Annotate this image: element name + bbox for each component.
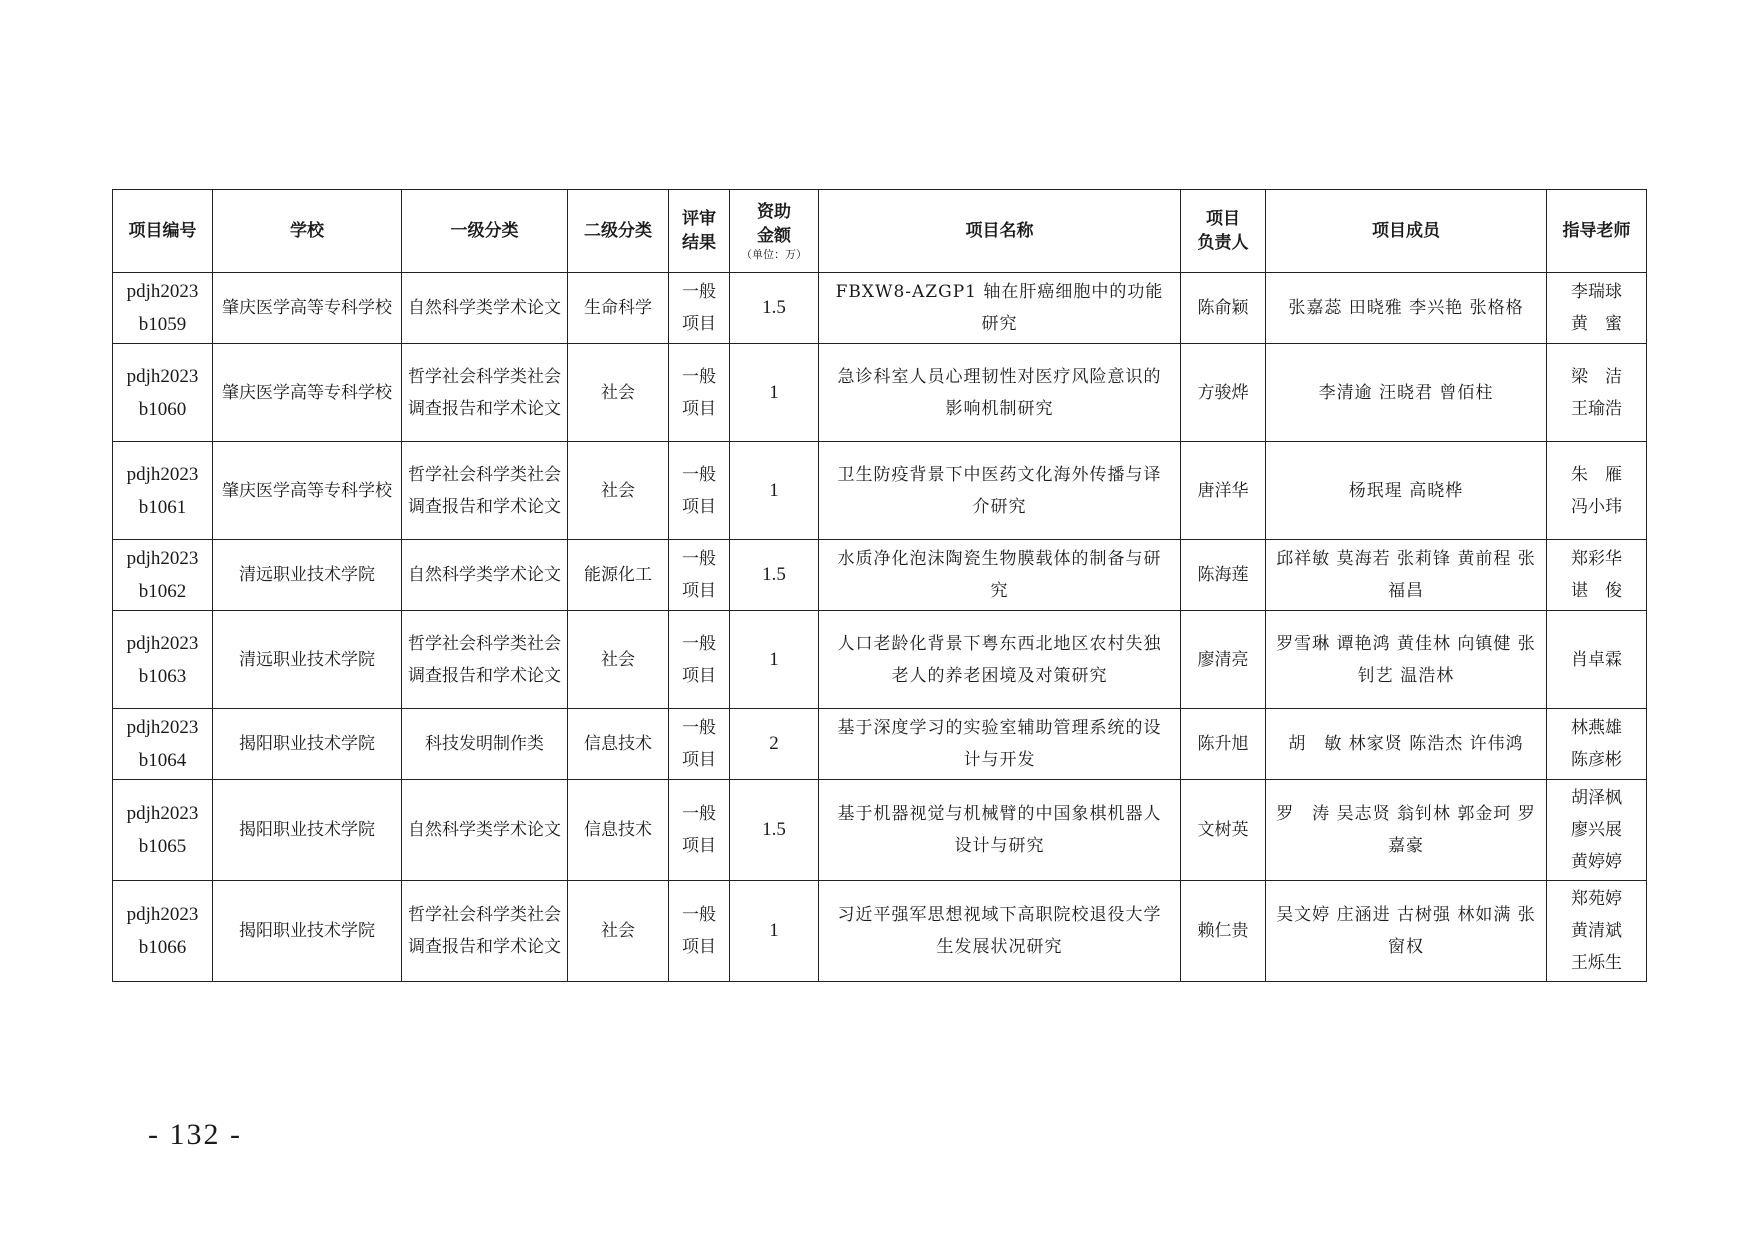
cell-category1: 自然科学类学术论文	[402, 273, 568, 344]
cell-school: 清远职业技术学院	[213, 611, 402, 709]
page-number: - 132 -	[148, 1118, 242, 1151]
cell-category2: 信息技术	[568, 709, 669, 780]
code-part-b: b1064	[138, 750, 187, 771]
code-part-a: pdjh2023	[126, 717, 199, 738]
header-leader-line1: 项目	[1206, 209, 1240, 229]
header-leader-line2: 负责人	[1197, 233, 1249, 253]
cell-amount: 1	[730, 881, 819, 982]
header-result-line2: 结果	[682, 233, 716, 253]
code-part-a: pdjh2023	[126, 548, 199, 569]
table-row	[113, 442, 1647, 540]
cell-project-name: 人口老龄化背景下粤东西北地区农村失独老人的养老困境及对策研究	[819, 611, 1181, 709]
cell-project-name: 习近平强军思想视域下高职院校退役大学生发展状况研究	[819, 881, 1181, 982]
cell-category1: 科技发明制作类	[402, 709, 568, 780]
cell-code	[113, 780, 213, 881]
cell-leader: 赖仁贵	[1181, 881, 1266, 982]
header-amount-line2: 金额	[757, 226, 791, 246]
cell-members: 罗雪琳 谭艳鸿 黄佳林 向镇健 张钊艺 温浩林	[1266, 611, 1547, 709]
advisor-name: 梁 洁	[1571, 366, 1622, 387]
cell-amount: 1.5	[730, 780, 819, 881]
cell-school: 清远职业技术学院	[213, 540, 402, 611]
cell-result: 一般项目	[669, 611, 730, 709]
cell-category2: 社会	[568, 611, 669, 709]
cell-leader: 陈海莲	[1181, 540, 1266, 611]
cell-result: 一般项目	[669, 780, 730, 881]
cell-advisor	[1547, 273, 1647, 344]
cell-members: 罗 涛 吴志贤 翁钊林 郭金珂 罗嘉豪	[1266, 780, 1547, 881]
cell-advisor	[1547, 611, 1647, 709]
cell-project-name: 卫生防疫背景下中医药文化海外传播与译介研究	[819, 442, 1181, 540]
cell-result: 一般项目	[669, 442, 730, 540]
cell-category2: 生命科学	[568, 273, 669, 344]
cell-result: 一般项目	[669, 881, 730, 982]
cell-project-name: FBXW8-AZGP1 轴在肝癌细胞中的功能研究	[819, 273, 1181, 344]
table-row	[113, 344, 1647, 442]
cell-members: 杨珉瑆 高晓桦	[1266, 442, 1547, 540]
header-school: 学校	[213, 190, 402, 273]
cell-members: 吴文婷 庄涵进 古树强 林如满 张窗权	[1266, 881, 1547, 982]
code-part-b: b1065	[138, 836, 187, 857]
cell-advisor	[1547, 344, 1647, 442]
cell-leader: 廖清亮	[1181, 611, 1266, 709]
advisor-name: 廖兴展	[1571, 820, 1622, 840]
advisor-name: 胡泽枫	[1571, 788, 1622, 808]
cell-advisor	[1547, 881, 1647, 982]
cell-school: 肇庆医学高等专科学校	[213, 273, 402, 344]
cell-members: 胡 敏 林家贤 陈浩杰 许伟鸿	[1266, 709, 1547, 780]
code-part-a: pdjh2023	[126, 281, 199, 302]
cell-advisor	[1547, 540, 1647, 611]
header-advisor: 指导老师	[1547, 190, 1647, 273]
cell-members: 张嘉蕊 田晓雅 李兴艳 张格格	[1266, 273, 1547, 344]
cell-result: 一般项目	[669, 540, 730, 611]
code-part-b: b1061	[138, 496, 187, 518]
cell-result: 一般项目	[669, 709, 730, 780]
cell-category1: 哲学社会科学类社会调查报告和学术论文	[402, 611, 568, 709]
cell-school: 揭阳职业技术学院	[213, 881, 402, 982]
code-part-b: b1066	[138, 937, 187, 958]
cell-code	[113, 344, 213, 442]
project-table	[112, 189, 1647, 982]
advisor-name: 黄婷婷	[1571, 852, 1622, 872]
header-result-line1: 评审	[682, 209, 716, 229]
advisor-name: 王瑜浩	[1571, 398, 1622, 419]
cell-leader: 文树英	[1181, 780, 1266, 881]
code-part-b: b1059	[138, 314, 187, 335]
code-part-a: pdjh2023	[126, 632, 199, 654]
advisor-name: 李瑞球	[1571, 282, 1622, 302]
cell-amount: 1	[730, 611, 819, 709]
cell-category1: 自然科学类学术论文	[402, 540, 568, 611]
cell-code	[113, 881, 213, 982]
header-amount	[730, 190, 819, 273]
header-leader	[1181, 190, 1266, 273]
header-code: 项目编号	[113, 190, 213, 273]
cell-project-name: 基于机器视觉与机械臂的中国象棋机器人设计与研究	[819, 780, 1181, 881]
advisor-name: 陈彦彬	[1571, 750, 1622, 770]
table-row	[113, 780, 1647, 881]
advisor-name: 王烁生	[1571, 953, 1622, 973]
cell-code	[113, 540, 213, 611]
header-amount-line1: 资助	[757, 202, 791, 222]
cell-amount: 1	[730, 442, 819, 540]
cell-category2: 社会	[568, 344, 669, 442]
cell-members: 李清逾 汪晓君 曾佰柱	[1266, 344, 1547, 442]
cell-category2: 信息技术	[568, 780, 669, 881]
advisor-name: 黄清斌	[1571, 921, 1622, 941]
table-body	[113, 273, 1647, 982]
advisor-name: 冯小玮	[1571, 496, 1622, 517]
cell-leader: 方骏烨	[1181, 344, 1266, 442]
cell-leader: 唐洋华	[1181, 442, 1266, 540]
code-part-a: pdjh2023	[126, 463, 199, 485]
code-part-a: pdjh2023	[126, 803, 199, 824]
cell-category2: 社会	[568, 881, 669, 982]
cell-amount: 1.5	[730, 540, 819, 611]
advisor-name: 肖卓霖	[1571, 649, 1622, 670]
cell-members: 邱祥敏 莫海若 张莉锋 黄前程 张福昌	[1266, 540, 1547, 611]
table-header-row	[113, 190, 1647, 273]
cell-amount: 1.5	[730, 273, 819, 344]
cell-code	[113, 273, 213, 344]
cell-code	[113, 611, 213, 709]
code-part-a: pdjh2023	[126, 904, 199, 925]
advisor-name: 朱 雁	[1571, 464, 1622, 485]
cell-advisor	[1547, 780, 1647, 881]
cell-project-name: 水质净化泡沫陶瓷生物膜载体的制备与研究	[819, 540, 1181, 611]
code-part-b: b1063	[138, 665, 187, 687]
cell-school: 肇庆医学高等专科学校	[213, 344, 402, 442]
cell-leader: 陈升旭	[1181, 709, 1266, 780]
cell-project-name: 急诊科室人员心理韧性对医疗风险意识的影响机制研究	[819, 344, 1181, 442]
header-category1: 一级分类	[402, 190, 568, 273]
cell-amount: 1	[730, 344, 819, 442]
code-part-b: b1062	[138, 581, 187, 602]
table-row	[113, 709, 1647, 780]
cell-result: 一般项目	[669, 344, 730, 442]
advisor-name: 郑苑婷	[1571, 889, 1622, 909]
header-amount-unit: （单位：万）	[741, 248, 807, 261]
advisor-name: 黄 蜜	[1571, 314, 1622, 334]
cell-school: 揭阳职业技术学院	[213, 709, 402, 780]
cell-category1: 哲学社会科学类社会调查报告和学术论文	[402, 442, 568, 540]
cell-code	[113, 442, 213, 540]
cell-school: 肇庆医学高等专科学校	[213, 442, 402, 540]
advisor-name: 林燕雄	[1571, 718, 1622, 738]
header-category2: 二级分类	[568, 190, 669, 273]
cell-category1: 哲学社会科学类社会调查报告和学术论文	[402, 344, 568, 442]
cell-category2: 能源化工	[568, 540, 669, 611]
table-row	[113, 273, 1647, 344]
header-result	[669, 190, 730, 273]
cell-category2: 社会	[568, 442, 669, 540]
cell-code	[113, 709, 213, 780]
code-part-a: pdjh2023	[126, 365, 199, 387]
header-project-name: 项目名称	[819, 190, 1181, 273]
cell-project-name: 基于深度学习的实验室辅助管理系统的设计与开发	[819, 709, 1181, 780]
cell-amount: 2	[730, 709, 819, 780]
header-members: 项目成员	[1266, 190, 1547, 273]
advisor-name: 谌 俊	[1571, 581, 1622, 601]
advisor-name: 郑彩华	[1571, 549, 1622, 569]
cell-result: 一般项目	[669, 273, 730, 344]
table-row	[113, 611, 1647, 709]
cell-category1: 自然科学类学术论文	[402, 780, 568, 881]
table-row	[113, 540, 1647, 611]
project-table-container	[112, 189, 1646, 982]
cell-school: 揭阳职业技术学院	[213, 780, 402, 881]
table-row	[113, 881, 1647, 982]
cell-advisor	[1547, 709, 1647, 780]
cell-category1: 哲学社会科学类社会调查报告和学术论文	[402, 881, 568, 982]
cell-advisor	[1547, 442, 1647, 540]
cell-leader: 陈俞颖	[1181, 273, 1266, 344]
code-part-b: b1060	[138, 398, 187, 420]
